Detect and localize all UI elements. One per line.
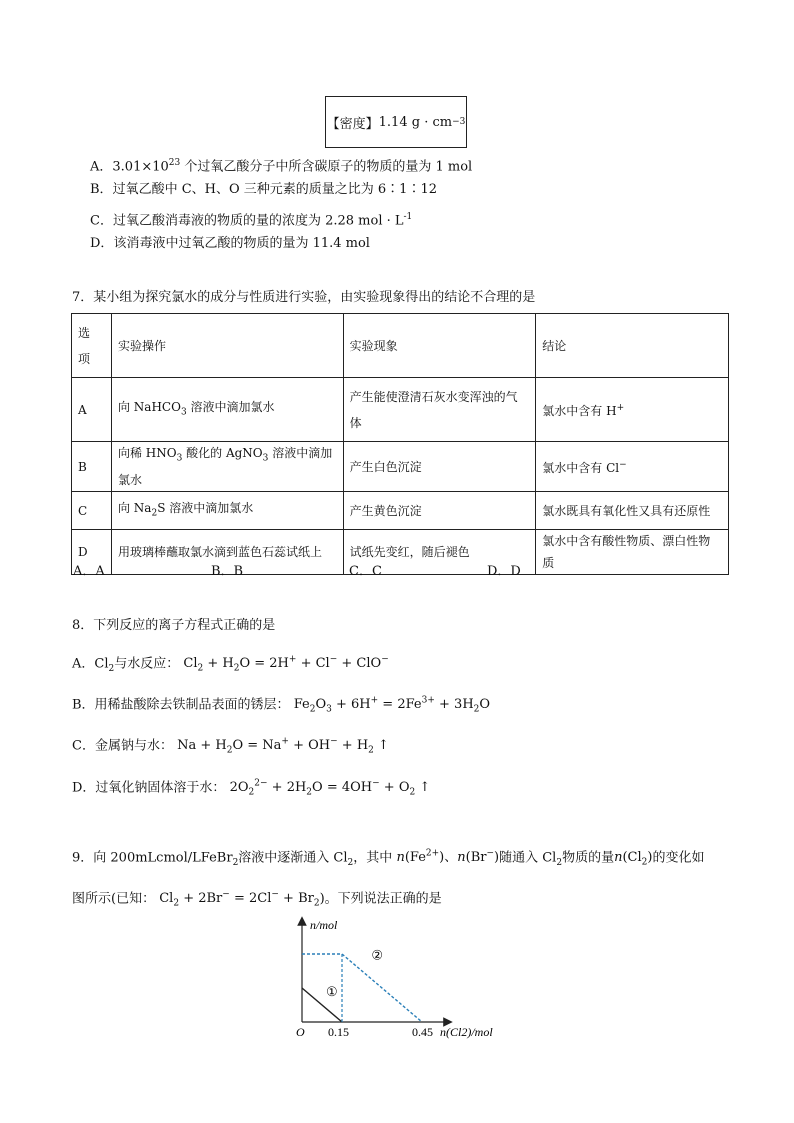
q7-answer-a: A．A — [73, 564, 105, 579]
density-label: 【密度】 — [326, 116, 379, 132]
series-line-2 — [302, 954, 422, 1022]
origin-label: O — [296, 1025, 305, 1039]
header-phenomenon: 实验现象 — [343, 314, 536, 378]
y-axis-label: n/mol — [310, 918, 338, 932]
series-label-2: ② — [371, 947, 383, 963]
table-row: A 向 NaHCO$_3$ 溶液中滴加氯水 产生能使澄清石灰水变浑浊的气体 氯水中含有 H+ — [72, 378, 729, 442]
q7-answer-d: D．D — [487, 564, 521, 579]
x-axis-label: n(Cl2)/mol — [440, 1025, 493, 1039]
density-value: 1.14 g · cm — [378, 114, 453, 130]
q7-answer-c: C．C — [349, 564, 382, 579]
table-row: B 向稀 $HNO_3$ 酸化的 AgNO$_3$ 溶液中滴加氯水 产生白色沉淀 氯水中含有 Cl− — [72, 442, 729, 492]
series-label-1: ① — [326, 983, 338, 999]
q9-chart — [290, 915, 510, 1045]
header-option: 选项 — [72, 314, 112, 378]
x-tick-label: 0.15 — [328, 1025, 349, 1039]
q9-line2: 图所示(已知： $Cl_2 + 2Br^- = 2Cl^- + Br_2$)。下列说法正确的是 — [72, 890, 442, 909]
density-exp: −3 — [452, 117, 466, 127]
header-operation: 实验操作 — [111, 314, 343, 378]
q8-option-d: D．过氧化钠固体溶于水： $2O_2^{2-} + 2H_2O = 4OH^- + O_2$ ↑ — [72, 779, 431, 798]
q6-option-c: C．过氧乙酸消毒液的物质的量的浓度为 2.28 mol · $L^{-1}$ — [90, 212, 413, 229]
q6-option-d: D．该消毒液中过氧乙酸的物质的量为 11.4 mol — [90, 236, 370, 251]
q6-option-a: A．$3.01\times 10^{23}$ 个过氧乙酸分子中所含碳原子的物质的量为 1 mol — [90, 158, 473, 175]
table-row: C 向 $Na_2S$ 溶液中滴加氯水 产生黄色沉淀 氯水既具有氧化性又具有还原性 — [72, 492, 729, 530]
q8-stem: 8．下列反应的离子方程式正确的是 — [72, 618, 276, 633]
experiment-table — [71, 313, 729, 575]
q9-line1: 9．向 200mLcmol/LFeBr$_2$溶液中逐渐通入 $Cl_2$，其中 $n(Fe^{2+})$、n(Br−)随通入 $Cl_2$物质的量$n(Cl_2)$的变化如 — [72, 849, 705, 868]
table-header-row — [72, 314, 729, 378]
table-row: D 用玻璃棒蘸取氯水滴到蓝色石蕊试纸上 试纸先变红，随后褪色 氯水中含有酸性物质、漂白性物质 — [72, 530, 729, 575]
q7-stem: 7．某小组为探究氯水的成分与性质进行实验，由实验现象得出的结论不合理的是 — [72, 290, 536, 305]
q8-option-a: A．$Cl_2$与水反应： $Cl_2 + H_2O = 2H^+ + Cl^- + ClO^-$ — [72, 655, 389, 674]
q8-option-c: C．金属钠与水： $Na + H_2O = Na^+ + OH^- + H_2$ ↑ — [72, 737, 389, 756]
q6-option-b: B．过氧乙酸中 C、H、O 三种元素的质量之比为 6∶1∶12 — [90, 182, 437, 197]
q8-option-b: B．用稀盐酸除去铁制品表面的锈层： $Fe_2O_3 + 6H^+ = 2Fe^{3+} + 3H_2O$ — [72, 696, 491, 715]
density-box — [325, 96, 467, 148]
x-tick-label: 0.45 — [412, 1025, 433, 1039]
q7-answer-b: B．B — [211, 564, 244, 579]
header-conclusion: 结论 — [536, 314, 729, 378]
